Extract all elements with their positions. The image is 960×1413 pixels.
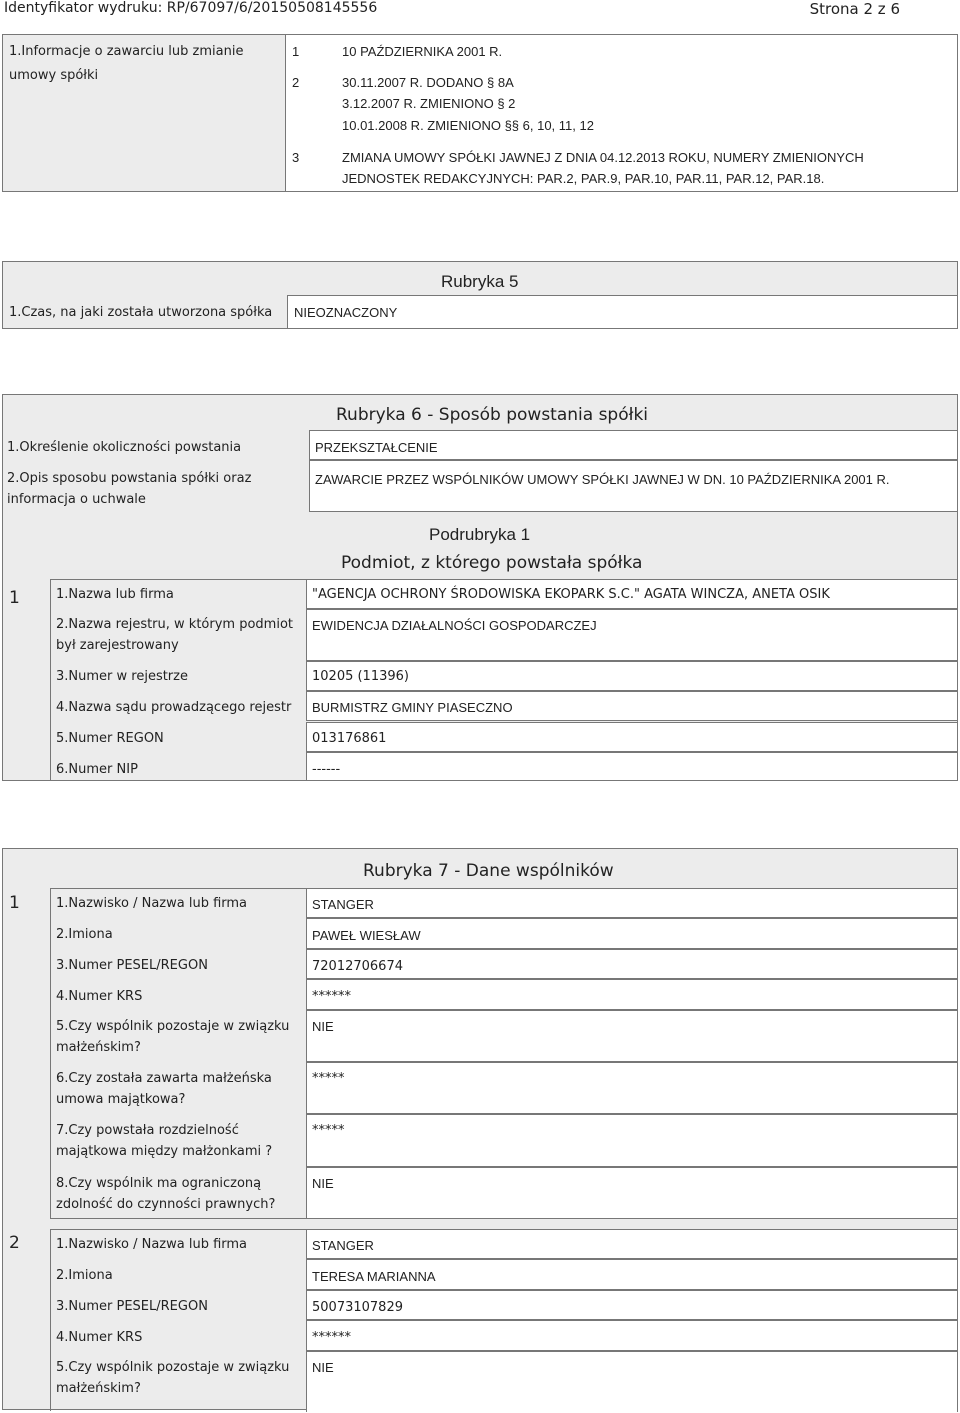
- partner-2-first-cell: [306, 1259, 958, 1290]
- podrubryka-1-index: 1: [9, 588, 20, 608]
- partner-1-pesel-label: 3.Numer PESEL/REGON: [56, 958, 208, 973]
- agreement-entry-2-line1: 30.11.2007 R. DODANO § 8A: [342, 75, 514, 90]
- partner-2-block: [50, 1229, 958, 1411]
- rubryka-5-value-cell: [287, 295, 958, 329]
- partner-2-pesel-label: 3.Numer PESEL/REGON: [56, 1299, 208, 1314]
- partner-1-q5-cell: [306, 1010, 958, 1062]
- agreement-info-label-line1: 1.Informacje o zawarciu lub zmianie: [9, 44, 244, 59]
- rubryka-6-row2-label-line1: 2.Opis sposobu powstania spółki oraz: [7, 471, 252, 486]
- partner-2-pesel-cell: [306, 1290, 958, 1320]
- partner-2-pesel-value: 50073107829: [312, 1300, 403, 1315]
- partner-1-q6-line1: 6.Czy została zawarta małżeńska: [56, 1071, 272, 1086]
- partner-2-krs-cell: [306, 1320, 958, 1351]
- partner-1-q7-value: *****: [312, 1123, 345, 1138]
- partner-1-q6-line2: umowa majątkowa?: [56, 1092, 186, 1107]
- partner-1-q5-value: NIE: [312, 1019, 334, 1034]
- partner-1-name-label: 1.Nazwisko / Nazwa lub firma: [56, 896, 248, 911]
- partner-1-q6-cell: [306, 1062, 958, 1114]
- agreement-entry-1-text: 10 PAŹDZIERNIKA 2001 R.: [342, 44, 503, 59]
- rubryka-5-title: Rubryka 5: [441, 272, 519, 291]
- rubryka-6-row1-value-cell: [309, 430, 958, 460]
- partner-1-pesel-cell: [306, 949, 958, 979]
- partner-1-q7-line1: 7.Czy powstała rozdzielność: [56, 1123, 239, 1138]
- partner-2-name-label: 1.Nazwisko / Nazwa lub firma: [56, 1237, 248, 1252]
- partner-1-q8-cell: [306, 1167, 958, 1219]
- subject-regon-label: 5.Numer REGON: [56, 731, 164, 746]
- subject-regno-label: 3.Numer w rejestrze: [56, 669, 188, 684]
- partner-2-index: 2: [9, 1233, 20, 1253]
- partner-1-krs-value: ******: [312, 989, 351, 1004]
- subject-name-value: "AGENCJA OCHRONY ŚRODOWISKA EKOPARK S.C." AGATA WINCZA, ANETA OSIK: [312, 587, 830, 602]
- subject-court-value: BURMISTRZ GMINY PIASECZNO: [312, 700, 513, 715]
- rubryka-6-row1-value: PRZEKSZTAŁCENIE: [315, 440, 438, 455]
- rubryka-6-row2-value: ZAWARCIE PRZEZ WSPÓLNIKÓW UMOWY SPÓŁKI JAWNEJ W DN. 10 PAŹDZIERNIKA 2001 R.: [315, 472, 890, 487]
- podrubryka-1-subtitle: Podmiot, z którego powstała spółka: [341, 553, 643, 573]
- agreement-entries-panel: [285, 34, 958, 192]
- rubryka-6: [2, 394, 958, 781]
- subject-register-value: EWIDENCJA DZIAŁALNOŚCI GOSPODARCZEJ: [312, 618, 597, 633]
- partner-1-q8-line1: 8.Czy wspólnik ma ograniczoną: [56, 1176, 262, 1191]
- subject-court-label: 4.Nazwa sądu prowadzącego rejestr: [56, 700, 292, 715]
- podrubryka-1-block: [50, 579, 958, 781]
- partner-1-first-value: PAWEŁ WIESŁAW: [312, 928, 421, 943]
- partner-1-index: 1: [9, 893, 20, 913]
- partner-2-name-cell: [306, 1229, 958, 1259]
- partner-1-krs-cell: [306, 979, 958, 1010]
- rubryka-7: [2, 848, 958, 1410]
- agreement-entry-1-num: 1: [292, 44, 300, 59]
- partner-1-first-cell: [306, 918, 958, 949]
- rubryka-5-value: NIEOZNACZONY: [294, 305, 398, 320]
- partner-1-krs-label: 4.Numer KRS: [56, 989, 143, 1004]
- agreement-entry-3-line2: JEDNOSTEK REDAKCYJNYCH: PAR.2, PAR.9, PAR.10, PAR.11, PAR.12, PAR.18.: [342, 171, 825, 186]
- partner-2-krs-label: 4.Numer KRS: [56, 1330, 143, 1345]
- agreement-entry-3-line1: ZMIANA UMOWY SPÓŁKI JAWNEJ Z DNIA 04.12.2013 ROKU, NUMERY ZMIENIONYCH: [342, 150, 864, 165]
- agreement-entry-2-line3: 10.01.2008 R. ZMIENIONO §§ 6, 10, 11, 12: [342, 118, 594, 133]
- partner-2-name-value: STANGER: [312, 1238, 374, 1253]
- agreement-entry-2-num: 2: [292, 75, 300, 90]
- subject-register-label-line1: 2.Nazwa rejestru, w którym podmiot: [56, 617, 293, 632]
- partner-1-q8-line2: zdolność do czynności prawnych?: [56, 1197, 276, 1212]
- partner-2-q5-line1: 5.Czy wspólnik pozostaje w związku: [56, 1360, 290, 1375]
- partner-1-q6-value: *****: [312, 1071, 345, 1086]
- partner-1-q5-line2: małżeńskim?: [56, 1040, 141, 1055]
- partner-1-first-label: 2.Imiona: [56, 927, 113, 942]
- rubryka-5-label: 1.Czas, na jaki została utworzona spółka: [9, 305, 273, 320]
- subject-name-label: 1.Nazwa lub firma: [56, 587, 174, 602]
- subject-regon-cell: [306, 722, 958, 752]
- print-identifier: Identyfikator wydruku: RP/67097/6/20150508145556: [4, 0, 378, 16]
- page-number: Strona 2 z 6: [809, 0, 900, 18]
- partner-2-first-label: 2.Imiona: [56, 1268, 113, 1283]
- subject-nip-label: 6.Numer NIP: [56, 762, 138, 777]
- partner-2-q5-cell: [306, 1351, 958, 1412]
- partner-1-pesel-value: 72012706674: [312, 959, 403, 974]
- partner-2-krs-value: ******: [312, 1330, 351, 1345]
- subject-court-cell: [306, 691, 958, 721]
- subject-nip-cell: [306, 752, 958, 781]
- agreement-entry-3-num: 3: [292, 150, 300, 165]
- partner-1-q5-line1: 5.Czy wspólnik pozostaje w związku: [56, 1019, 290, 1034]
- agreement-entry-2-line2: 3.12.2007 R. ZMIENIONO § 2: [342, 96, 516, 111]
- partner-2-q5-line2: małżeńskim?: [56, 1381, 141, 1396]
- rubryka-6-row1-label: 1.Określenie okoliczności powstania: [7, 440, 242, 455]
- partner-1-q7-cell: [306, 1114, 958, 1167]
- subject-regno-cell: [306, 661, 958, 691]
- partner-1-q7-line2: majątkowa między małżonkami ?: [56, 1144, 273, 1159]
- partner-2-first-value: TERESA MARIANNA: [312, 1269, 436, 1284]
- podrubryka-1-title: Podrubryka 1: [429, 525, 531, 544]
- subject-register-cell: [306, 609, 958, 661]
- subject-regno-value: 10205 (11396): [312, 669, 409, 684]
- agreement-info-label-line2: umowy spółki: [9, 68, 99, 83]
- rubryka-7-title: Rubryka 7 - Dane wspólników: [363, 861, 614, 881]
- subject-regon-value: 013176861: [312, 731, 387, 746]
- section-agreement-info: [2, 34, 958, 192]
- rubryka-6-row2-value-cell: [309, 460, 958, 512]
- partner-2-q5-value: NIE: [312, 1360, 334, 1375]
- rubryka-6-row2-label-line2: informacja o uchwale: [7, 492, 146, 507]
- partner-1-q8-value: NIE: [312, 1176, 334, 1191]
- rubryka-5: [2, 261, 958, 329]
- rubryka-6-title: Rubryka 6 - Sposób powstania spółki: [336, 405, 649, 425]
- partner-1-name-value: STANGER: [312, 897, 374, 912]
- subject-register-label-line2: był zarejestrowany: [56, 638, 179, 653]
- subject-name-cell: [306, 579, 958, 609]
- partner-1-block: [50, 888, 958, 1219]
- partner-1-name-cell: [306, 888, 958, 918]
- subject-nip-value: ------: [312, 762, 341, 777]
